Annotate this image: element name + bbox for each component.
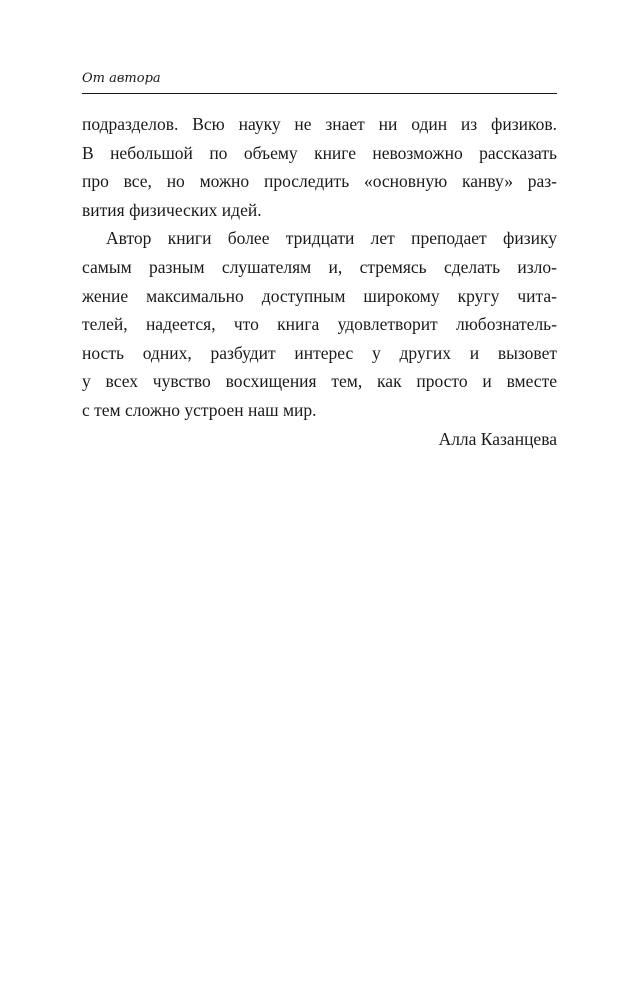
- text-line: жение максимально доступным широкому кругу чита-: [82, 285, 557, 306]
- text-line: вития физических идей.: [82, 199, 262, 220]
- text-line: Автор книги более тридцати лет преподает физику: [106, 228, 557, 249]
- text-line: подразделов. Всю науку не знает ни один из физиков.: [82, 114, 557, 134]
- paragraph: [82, 224, 557, 424]
- paragraph: [82, 110, 557, 224]
- text-line: про все, но можно проследить «основную канву» раз-: [82, 171, 557, 192]
- author-signature: Алла Казанцева: [438, 428, 557, 449]
- text-line: самым разным слушателям и, стремясь сделать изло-: [82, 256, 557, 277]
- body-text: [82, 110, 557, 453]
- text-line: телей, надеется, что книга удовлетворит любознатель-: [82, 314, 557, 335]
- text-line: В небольшой по объему книге невозможно рассказать: [82, 142, 557, 163]
- text-line: у всех чувство восхищения тем, как просто и вместе: [82, 371, 557, 392]
- text-line: ность одних, разбудит интерес у других и вызовет: [82, 342, 557, 363]
- text-line: с тем сложно устроен наш мир.: [82, 399, 317, 420]
- running-head: От автора: [82, 70, 557, 94]
